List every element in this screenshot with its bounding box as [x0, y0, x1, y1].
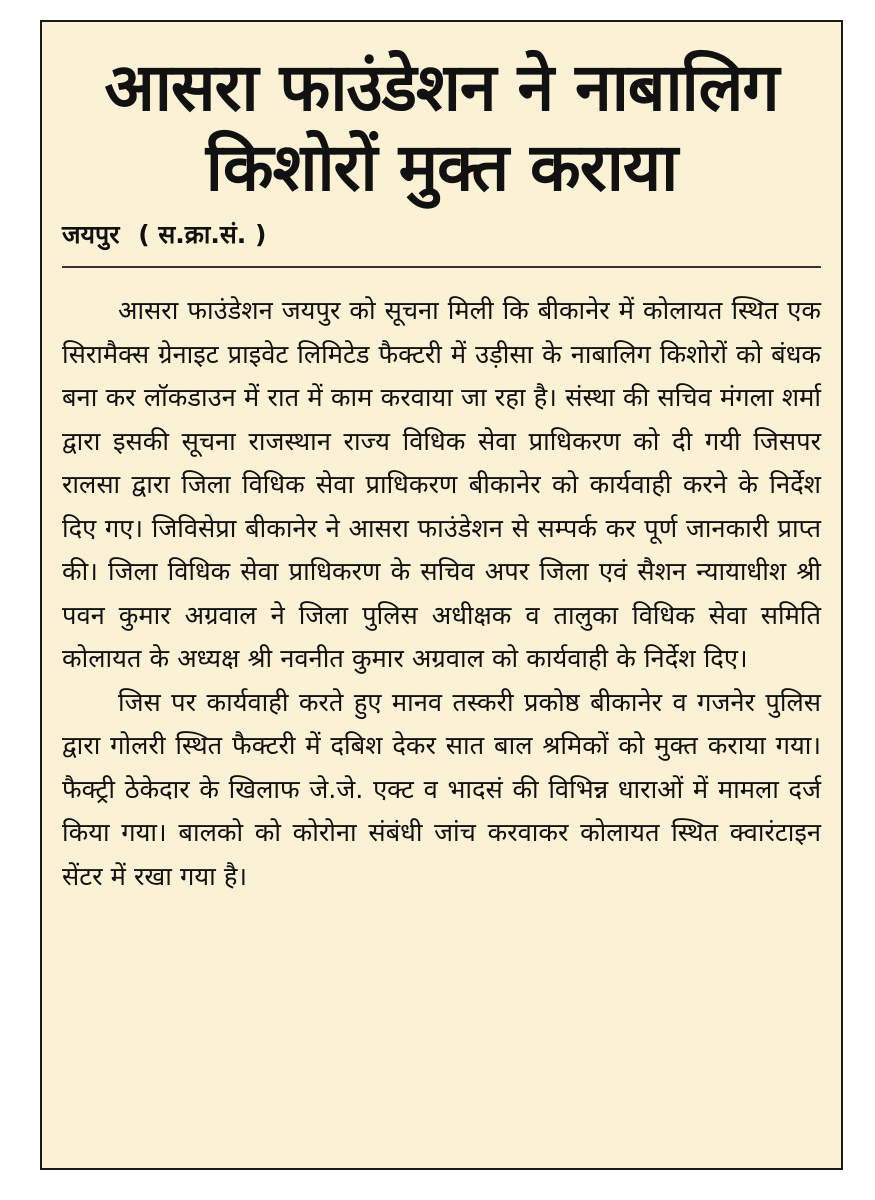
- article-paragraph-1: आसरा फाउंडेशन जयपुर को सूचना मिली कि बीकानेर में कोलायत स्थित एक सिरामैक्स ग्रेनाइट प्राइवेट लिमिटेड फैक्टरी में उड़ीसा के नाबालिग किशोरों को बंधक बना कर लॉकडाउन में रात में काम करवाया जा रहा है। संस्था की सचिव मंगला शर्मा द्वारा इसकी सूचना राजस्थान राज्य विधिक सेवा प्राधिकरण को दी गयी जिसपर रालसा द्वारा जिला विधिक सेवा प्राधिकरण बीकानेर को कार्यवाही करने के निर्देश दिए गए। जिविसेप्रा बीकानेर ने आसरा फाउंडेशन से सम्पर्क कर पूर्ण जानकारी प्राप्त की। जिला विधिक सेवा प्राधिकरण के सचिव अपर जिला एवं सैशन न्यायाधीश श्री पवन कुमार अग्रवाल ने जिला पुलिस अधीक्षक व तालुका विधिक सेवा समिति कोलायत के अध्यक्ष श्री नवनीत कुमार अग्रवाल को कार्यवाही के निर्देश दिए।: [62, 296, 821, 674]
- dateline: [62, 218, 821, 268]
- headline: [62, 48, 821, 208]
- article-paragraph-2: जिस पर कार्यवाही करते हुए मानव तस्करी प्रकोष्ठ बीकानेर व गजनेर पुलिस द्वारा गोलरी स्थित फैक्टरी में दबिश देकर सात बाल श्रमिकों को मुक्त कराया गया। फैक्ट्री ठेकेदार के खिलाफ जे.जे. एक्ट व भादसं की विभिन्न धाराओं में मामला दर्ज किया गया। बालको को कोरोना संबंधी जांच करवाकर कोलायत स्थित क्वारंटाइन सेंटर में रखा गया है।: [62, 687, 821, 892]
- article-body: [62, 290, 821, 899]
- dateline-place: जयपुर: [62, 220, 120, 249]
- dateline-source: ( स.क्रा.सं. ): [138, 220, 267, 249]
- headline-line-2: किशोरों मुक्त कराया: [205, 129, 678, 206]
- news-clipping: [40, 20, 843, 1170]
- headline-line-1: आसरा फाउंडेशन ने नाबालिग: [104, 49, 779, 126]
